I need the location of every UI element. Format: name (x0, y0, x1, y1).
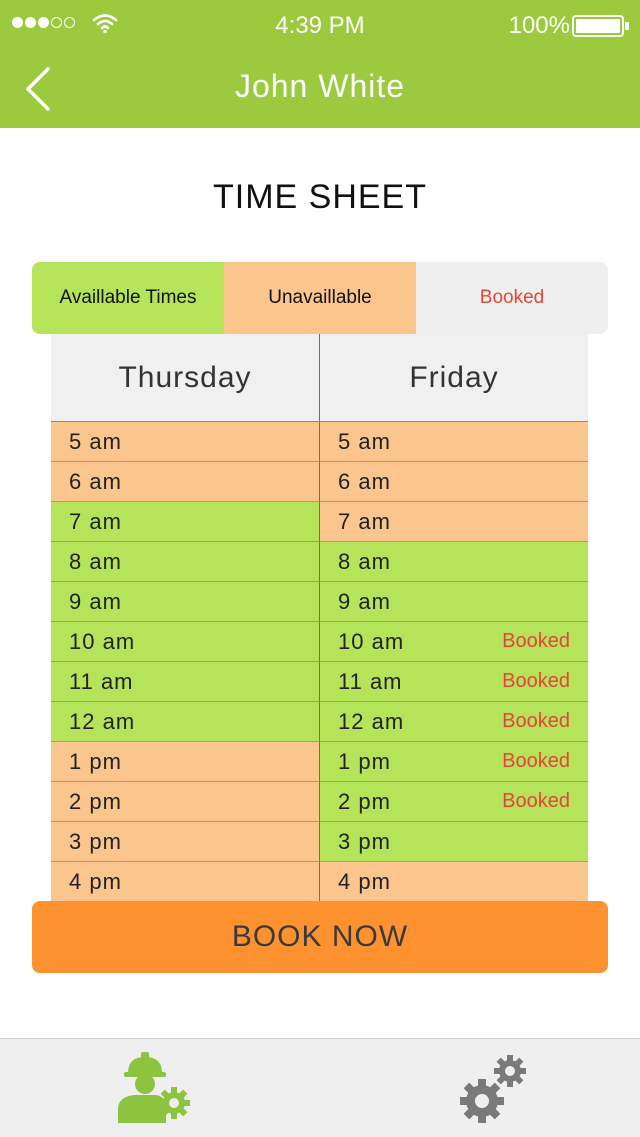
time-slot-label: 9 am (338, 588, 391, 614)
time-slot-thursday[interactable] (51, 662, 320, 702)
time-slot-friday[interactable] (320, 502, 588, 542)
time-slot-label: 5 am (338, 428, 391, 454)
worker-gear-icon[interactable] (114, 1051, 196, 1125)
time-slot-label: 3 pm (338, 828, 391, 854)
table-row (51, 622, 588, 662)
time-slot-friday[interactable] (320, 542, 588, 582)
nav-title: John White (234, 68, 406, 104)
table-body (51, 422, 588, 901)
time-slot-thursday[interactable] (51, 702, 320, 742)
column-header-thursday: Thursday (51, 334, 320, 421)
time-slot-thursday[interactable] (51, 422, 320, 462)
time-slot-label: 12 am (69, 708, 136, 734)
table-row (51, 782, 588, 822)
time-slot-thursday[interactable] (51, 462, 320, 502)
time-slot-label: 4 pm (69, 868, 122, 894)
tab-bar (0, 1038, 640, 1137)
time-slot-label: 7 am (69, 508, 122, 534)
time-slot-label: 2 pm (338, 788, 391, 814)
time-slot-label: 10 am (69, 628, 136, 654)
time-slot-label: 7 am (338, 508, 391, 534)
book-now-button[interactable]: BOOK NOW (32, 901, 608, 973)
table-row (51, 662, 588, 702)
time-slot-label: 10 am (338, 628, 405, 654)
legend-booked: Booked (416, 262, 608, 334)
time-slot-friday[interactable] (320, 742, 588, 782)
page-title: TIME SHEET (212, 178, 428, 216)
time-slot-label: 12 am (338, 708, 405, 734)
time-slot-friday[interactable] (320, 422, 588, 462)
time-slot-friday[interactable] (320, 662, 588, 702)
table-row (51, 502, 588, 542)
time-slot-label: 3 pm (69, 828, 122, 854)
table-row (51, 702, 588, 742)
time-slot-label: 11 am (338, 668, 403, 694)
time-slot-friday[interactable] (320, 622, 588, 662)
legend-unavailable: Unavaillable (224, 262, 416, 334)
status-time: 4:39 PM (275, 12, 365, 39)
time-slot-label: 6 am (338, 468, 391, 494)
time-slot-label: 1 pm (69, 748, 122, 774)
time-slot-friday[interactable] (320, 462, 588, 502)
booked-tag: Booked (502, 790, 570, 812)
time-slot-friday[interactable] (320, 702, 588, 742)
table-row (51, 582, 588, 622)
legend-available: Availlable Times (32, 262, 224, 334)
column-header-friday: Friday (409, 360, 499, 394)
time-slot-label: 8 am (69, 548, 122, 574)
table-row (51, 462, 588, 502)
table-row (51, 542, 588, 582)
time-slot-thursday[interactable] (51, 542, 320, 582)
battery-icon (572, 15, 630, 37)
time-slot-thursday[interactable] (51, 502, 320, 542)
status-legend (32, 262, 608, 334)
table-row (51, 822, 588, 862)
booked-tag: Booked (502, 710, 570, 732)
time-slot-label: 1 pm (338, 748, 391, 774)
time-slot-label: 6 am (69, 468, 122, 494)
time-slot-label: 2 pm (69, 788, 122, 814)
time-slot-thursday[interactable] (51, 862, 320, 901)
time-slot-thursday[interactable] (51, 622, 320, 662)
time-slot-label: 9 am (69, 588, 122, 614)
app-header (0, 0, 640, 128)
booked-tag: Booked (502, 750, 570, 772)
time-slot-thursday[interactable] (51, 582, 320, 622)
status-bar (0, 0, 640, 50)
settings-gears-icon[interactable] (458, 1053, 532, 1127)
time-slot-label: 4 pm (338, 868, 391, 894)
battery-percentage: 100% (508, 12, 570, 39)
table-header (51, 334, 588, 422)
table-row (51, 742, 588, 782)
time-slot-friday[interactable] (320, 782, 588, 822)
time-slot-label: 11 am (69, 668, 134, 694)
timesheet-table (51, 334, 588, 901)
table-row (51, 422, 588, 462)
time-slot-thursday[interactable] (51, 742, 320, 782)
time-slot-label: 8 am (338, 548, 391, 574)
time-slot-label: 5 am (69, 428, 122, 454)
time-slot-thursday[interactable] (51, 822, 320, 862)
booked-tag: Booked (502, 630, 570, 652)
time-slot-friday[interactable] (320, 862, 588, 901)
time-slot-friday[interactable] (320, 582, 588, 622)
time-slot-friday[interactable] (320, 822, 588, 862)
booked-tag: Booked (502, 670, 570, 692)
time-slot-thursday[interactable] (51, 782, 320, 822)
table-row (51, 862, 588, 901)
